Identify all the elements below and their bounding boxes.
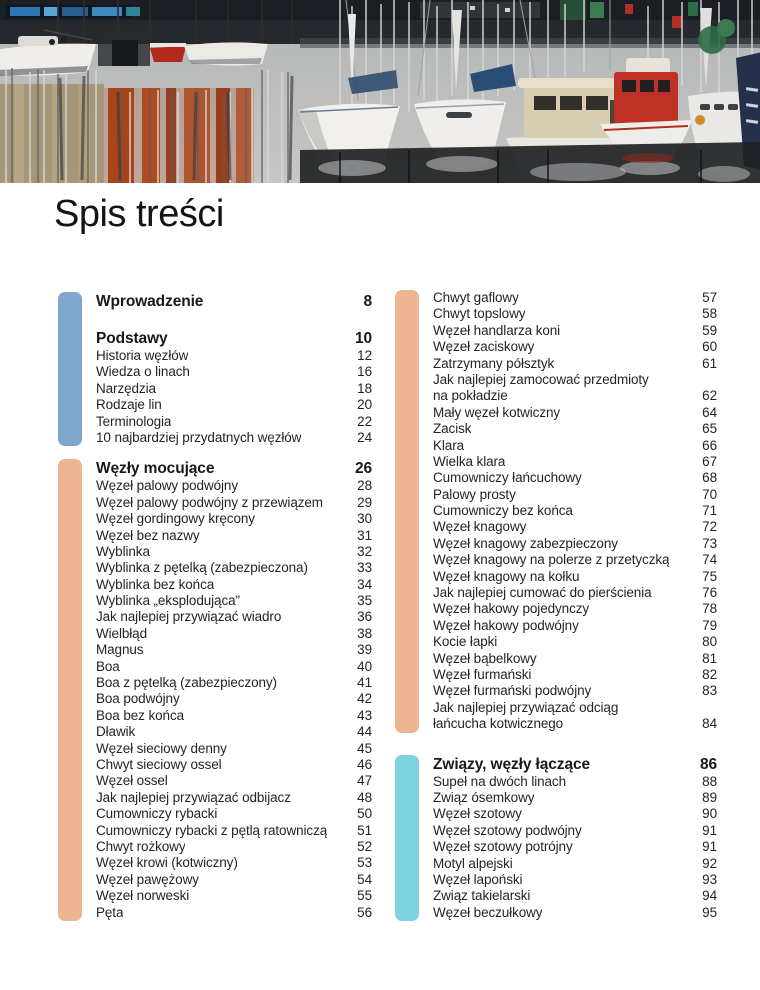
toc-entry-label: Wyblinka [96,543,150,559]
toc-row [433,585,717,601]
toc-entry-label: Jak najlepiej zamocować przedmioty [433,371,649,387]
toc-entry-page: 61 [702,355,717,371]
toc-entry-label: Klara [433,437,465,453]
toc-entry-page: 79 [702,617,717,633]
page-title: Spis treści [54,193,224,235]
toc-entry-label: Węzeł szotowy podwójny [433,822,582,838]
toc-heading-row [96,459,372,478]
toc-entry-label: Boa podwójny [96,691,180,707]
toc-entry-page: 52 [357,838,372,854]
toc-entry-page: 71 [702,503,717,519]
toc-entry-page: 50 [357,806,372,822]
toc-entry-label: Węzeł sieciowy denny [96,740,227,756]
orange-section-bar [58,459,82,921]
toc-row [96,888,372,904]
toc-row [96,872,372,888]
toc-entry-label: Palowy prosty [433,486,516,502]
toc-entry-page: 40 [357,658,372,674]
toc-row [433,651,717,667]
toc-entry-label: Wielka klara [433,453,506,469]
toc-entry-page: 73 [702,535,717,551]
toc-entry-page: 42 [357,691,372,707]
toc-row [96,397,372,413]
toc-entry-label: Boa [96,658,120,674]
toc-entry-label: Magnus [96,642,144,658]
toc-entry-label: Dławik [96,724,136,740]
toc-entry-page: 54 [357,871,372,887]
toc-row [96,724,372,740]
toc-entry-label: Wiedza o linach [96,364,190,380]
toc-entry-page: 57 [702,290,717,305]
toc-entry-label: Węzeł handlarza koni [433,322,561,338]
toc-entry-page: 84 [702,716,717,732]
toc-entry-label: Związ takielarski [433,888,531,904]
toc-entry-page: 10 [354,330,372,347]
toc-row [96,675,372,691]
toc-entry-label: Węzeł zaciskowy [433,339,535,355]
toc-entry-label: Węzeł knagowy na kołku [433,568,580,584]
toc-entry-label: Węzeł szotowy [433,806,522,822]
toc-entry-page: 64 [702,404,717,420]
toc-entry-label: Wprowadzenie [96,293,204,310]
toc-entry-page: 95 [702,904,717,920]
toc-row [96,855,372,871]
toc-entry-page: 31 [357,527,372,543]
marina-photo [0,0,760,183]
toc-row [96,626,372,642]
toc-entry-page: 94 [702,888,717,904]
toc-entry-label: Motyl alpejski [433,855,513,871]
toc-entry-page: 92 [702,855,717,871]
toc-row [433,856,717,872]
toc-entry-label: Wyblinka bez końca [96,576,215,592]
toc-entry-label: Jak najlepiej przywiązać wiadro [96,609,282,625]
toc-entry-label: Cumowniczy łańcuchowy [433,470,582,486]
toc-entries [433,290,717,733]
toc-row [96,806,372,822]
toc-entry-label: Węzeł palowy podwójny z przewiązem [96,494,323,510]
toc-entry-page: 45 [357,740,372,756]
toc-column-right [395,290,717,921]
toc-column-left [58,292,372,921]
toc-entry-page: 43 [357,707,372,723]
toc-entry-label: łańcucha kotwicznego [433,716,564,732]
toc-entry-label: Węzeł szotowy potrójny [433,839,573,855]
toc-row [433,470,717,486]
toc-entry-label: Terminologia [96,413,172,429]
toc-entry-label: Narzędzia [96,380,156,396]
toc-row [96,659,372,675]
toc-row [433,839,717,855]
toc-row [433,487,717,503]
toc-entry-page: 22 [357,413,372,429]
toc-entry-label: Chwyt sieciowy ossel [96,756,222,772]
toc-entry-page: 72 [702,519,717,535]
toc-row [96,364,372,380]
toc-row [433,421,717,437]
toc-entry-page: 68 [702,470,717,486]
blue-section-bar [58,292,82,446]
toc-entry-label: Zacisk [433,421,472,437]
toc-row [96,414,372,430]
toc-entry-label: Węzeł ossel [96,773,168,789]
toc-entry-label: Wyblinka „eksplodująca” [96,593,240,609]
toc-entry-page: 58 [702,306,717,322]
toc-entry-page: 33 [357,560,372,576]
toc-entry-page: 44 [357,724,372,740]
toc-entry-page: 80 [702,634,717,650]
toc-row [96,544,372,560]
toc-entry-label: Chwyt rożkowy [96,838,186,854]
toc-entry-page: 65 [702,421,717,437]
toc-entry-label: Kocie łapki [433,634,498,650]
toc-entry-page: 8 [363,293,372,310]
toc-entry-label: Węzeł furmański podwójny [433,683,592,699]
toc-entry-label: Boa z pętelką (zabezpieczony) [96,675,277,691]
orange-section-bar [395,290,419,733]
toc-entry-page: 48 [357,789,372,805]
toc-entry-page: 86 [699,755,717,773]
marina-photo-illustration [0,0,760,183]
toc-entry-label: Węzeł knagowy zabezpieczony [433,535,618,551]
toc-entry-page: 60 [702,339,717,355]
toc-row [96,511,372,527]
toc-entry-label: Cumowniczy rybacki z pętlą ratowniczą [96,822,328,838]
toc-entry-label: Węzeł lapoński [433,871,523,887]
toc-section [58,459,372,921]
toc-entry-page: 88 [702,773,717,789]
toc-entry-page: 83 [702,683,717,699]
toc-entry-label: 10 najbardziej przydatnych węzłów [96,429,302,445]
toc-row [433,405,717,421]
toc-entry-page: 53 [357,855,372,871]
toc-entry-page: 70 [702,486,717,502]
toc-entry-page: 59 [702,322,717,338]
toc-entry-label: Węzły mocujące [96,460,215,478]
toc-heading-row [96,292,372,311]
toc-entry-label: Węzeł beczułkowy [433,904,543,920]
toc-entry-label: Supeł na dwóch linach [433,773,566,789]
toc-row [433,667,717,683]
toc-row [433,323,717,339]
toc-section [395,290,717,733]
toc-entry-label: Węzeł knagowy na polerze z przetyczką [433,552,670,568]
toc-row [433,774,717,790]
toc-entry-label: Chwyt topslowy [433,306,526,322]
toc-entry-label: Związ ósemkowy [433,789,535,805]
toc-row [433,634,717,650]
toc-entry-page: 39 [357,642,372,658]
toc-row [96,381,372,397]
toc-entry-page: 35 [357,593,372,609]
toc-row [433,618,717,634]
toc-row [433,872,717,888]
toc-entry-label: Wielbłąd [96,625,147,641]
toc-row [433,372,717,388]
toc-row [96,495,372,511]
toc-spacer [96,311,372,329]
toc-entries [96,292,372,446]
toc-row [96,839,372,855]
toc-entry-label: Cumowniczy rybacki [96,806,218,822]
toc-row [433,905,717,921]
toc-entry-label: Węzeł hakowy pojedynczy [433,601,590,617]
toc-row [433,552,717,568]
toc-entry-page: 34 [357,576,372,592]
toc-row [433,306,717,322]
toc-entry-page: 56 [357,904,372,920]
toc-entry-page: 32 [357,543,372,559]
toc-row [96,757,372,773]
toc-entry-label: Węzeł hakowy podwójny [433,617,579,633]
toc-entry-page: 66 [702,437,717,453]
toc-entry-label: Chwyt gaflowy [433,290,519,305]
toc-entry-page: 75 [702,568,717,584]
toc-entry-label: Węzeł krowi (kotwiczny) [96,855,238,871]
toc-entry-page: 16 [357,364,372,380]
toc-row [433,519,717,535]
toc-entry-page: 38 [357,625,372,641]
toc-row [96,593,372,609]
toc-heading-row [433,755,717,774]
toc-row [96,790,372,806]
toc-entry-page: 51 [357,822,372,838]
toc-entry-label: Jak najlepiej przywiązać odciąg [433,699,619,715]
toc-entry-label: Rodzaje lin [96,397,162,413]
toc-row [96,348,372,364]
toc-entry-label: Węzeł furmański [433,666,532,682]
toc-row [433,290,717,306]
toc-row [433,700,717,716]
toc-entry-page: 20 [357,397,372,413]
toc-entry-page: 76 [702,585,717,601]
toc-entry-label: Węzeł bąbelkowy [433,650,537,666]
toc-row [96,528,372,544]
toc-row [433,454,717,470]
toc-entry-label: Boa bez końca [96,707,185,723]
toc-entries [96,459,372,921]
toc-entry-page: 12 [357,348,372,363]
toc-entry-page: 46 [357,756,372,772]
toc-entry-page: 91 [702,839,717,855]
toc-entry-page: 62 [702,388,717,404]
toc-row [96,905,372,921]
toc-entry-page: 74 [702,552,717,568]
toc-row [433,888,717,904]
toc-row [96,691,372,707]
toc-entry-page: 93 [702,871,717,887]
toc-entry-page: 24 [357,429,372,445]
toc-entry-page: 89 [702,789,717,805]
toc-entry-page: 91 [702,822,717,838]
toc-entry-label: Jak najlepiej przywiązać odbijacz [96,789,291,805]
toc-entry-page: 28 [357,478,372,494]
toc-entry-label: Węzeł pawężowy [96,871,199,887]
toc-row [433,683,717,699]
toc-entry-label: Podstawy [96,330,168,347]
cyan-section-bar [395,755,419,922]
toc-section [395,755,717,922]
toc-row [96,609,372,625]
toc-entry-page: 67 [702,453,717,469]
toc-section [58,292,372,446]
toc-row [433,716,717,732]
toc-entry-label: Mały węzeł kotwiczny [433,404,561,420]
toc-row [96,823,372,839]
toc-row [433,536,717,552]
toc-entry-label: Zatrzymany półsztyk [433,355,555,371]
toc-row [96,708,372,724]
toc-row [96,741,372,757]
toc-entry-label: Węzeł gordingowy kręcony [96,511,255,527]
toc-entries [433,755,717,922]
toc-entry-page: 78 [702,601,717,617]
toc-row [433,823,717,839]
toc-row [96,560,372,576]
toc-row [433,790,717,806]
toc-row [433,806,717,822]
toc-entry-page: 90 [702,806,717,822]
toc-row [433,601,717,617]
toc-row [433,356,717,372]
toc-entry-label: Węzeł norweski [96,888,190,904]
toc-entry-label: Pęta [96,904,124,920]
toc-entry-page: 36 [357,609,372,625]
toc-entry-page: 81 [702,650,717,666]
toc-entry-page: 82 [702,666,717,682]
toc-row [433,569,717,585]
toc-entry-label: Historia węzłów [96,348,189,363]
toc-entry-label: Związy, węzły łączące [433,755,591,773]
toc-row [433,388,717,404]
toc-entry-label: Cumowniczy bez końca [433,503,573,519]
toc-entry-page: 26 [354,460,372,478]
toc-row [96,430,372,446]
toc-entry-page: 29 [357,494,372,510]
toc-entry-page: 47 [357,773,372,789]
toc-row [433,438,717,454]
toc-entry-page: 18 [357,380,372,396]
toc-row [96,577,372,593]
toc-row [433,503,717,519]
toc-row [96,478,372,494]
toc-entry-page: 30 [357,511,372,527]
toc-entry-label: na pokładzie [433,388,508,404]
toc-entry-page: 41 [357,675,372,691]
toc-entry-page: 55 [357,888,372,904]
toc-entry-label: Jak najlepiej cumować do pierścienia [433,585,652,601]
toc-entry-label: Wyblinka z pętelką (zabezpieczona) [96,560,308,576]
toc-entry-label: Węzeł palowy podwójny [96,478,238,494]
toc-row [96,642,372,658]
toc-row [433,339,717,355]
toc-entry-label: Węzeł bez nazwy [96,527,200,543]
toc-row [96,773,372,789]
toc-heading-row [96,329,372,348]
toc-entry-label: Węzeł knagowy [433,519,527,535]
